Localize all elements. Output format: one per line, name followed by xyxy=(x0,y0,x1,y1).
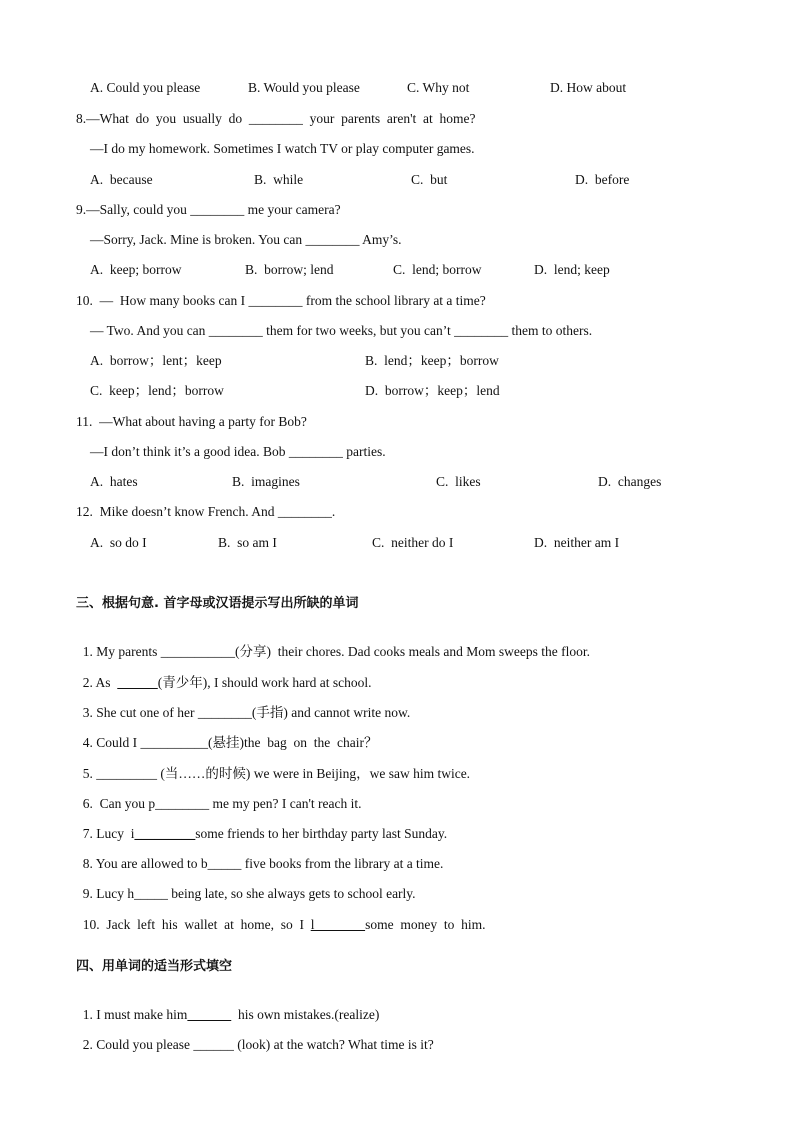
q11-option-c: C. likes xyxy=(436,474,481,489)
q8-reply: —I do my homework. Sometimes I watch TV or play computer games. xyxy=(90,141,475,156)
q8-stem: 8.—What do you usually do ________ your parents aren't at home? xyxy=(76,111,476,126)
q8-option-b: B. while xyxy=(254,172,304,187)
q11-reply: —I don’t think it’s a good idea. Bob ________ parties. xyxy=(90,444,386,459)
item-text-post: some friends to her birthday party last Sunday. xyxy=(195,826,448,841)
q7-option-c: C. Why not xyxy=(407,80,470,95)
q9-stem: 9.—Sally, could you ________ me your camera? xyxy=(76,202,341,217)
section3-title: 三、根据句意. 首字母或汉语提示写出所缺的单词 xyxy=(76,596,359,611)
answer-blank[interactable]: _________ xyxy=(134,826,196,841)
q7-option-d: D. How about xyxy=(550,80,627,95)
q7-option-b: B. Would you please xyxy=(248,80,360,95)
item-text-pre: 7. Lucy i xyxy=(82,826,135,841)
q12-option-a: A. so do I xyxy=(90,535,147,550)
item-text-post: some money to him. xyxy=(365,917,486,932)
item-text: 2. Could you please ______ (look) at the watch? What time is it? xyxy=(82,1037,434,1052)
q8-option-d: D. before xyxy=(575,172,630,187)
q9-option-a: A. keep; borrow xyxy=(90,262,182,277)
q11-stem: 11. —What about having a party for Bob? xyxy=(76,414,307,429)
q12-option-b: B. so am I xyxy=(218,535,277,550)
q11-option-a: A. hates xyxy=(90,474,138,489)
item-text: 6. Can you p________ me my pen? I can't reach it. xyxy=(82,796,362,811)
section3-item-10 xyxy=(76,898,485,934)
item-text: 9. Lucy h_____ being late, so she always gets to school early. xyxy=(82,886,416,901)
q11-option-b: B. imagines xyxy=(232,474,300,489)
answer-blank[interactable]: l xyxy=(310,917,366,932)
item-text: 1. My parents ___________(分享) their chores. Dad cooks meals and Mom sweeps the floor. xyxy=(82,644,591,659)
q10-reply: — Two. And you can ________ them for two weeks, but you can’t ________ them to others. xyxy=(90,323,593,338)
item-text-pre: 2. As xyxy=(82,675,118,690)
q9-option-c: C. lend; borrow xyxy=(393,262,482,277)
item-text-post: (青少年), I should work hard at school. xyxy=(157,675,372,690)
q10-option-a: A. borrow；lent；keep xyxy=(90,353,222,368)
q12-option-d: D. neither am I xyxy=(534,535,620,550)
item-text: 8. You are allowed to b_____ five books from the library at a time. xyxy=(82,856,444,871)
q12-stem: 12. Mike doesn’t know French. And ________. xyxy=(76,504,336,519)
q8-option-c: C. but xyxy=(411,172,448,187)
item-text: 4. Could I __________(悬挂)the bag on the chair？ xyxy=(82,735,378,750)
q8-option-a: A. because xyxy=(90,172,153,187)
section4-title: 四、用单词的适当形式填空 xyxy=(76,959,233,974)
section4-item-2 xyxy=(76,1018,434,1054)
item-text-pre: 10. Jack left his wallet at home, so I xyxy=(82,917,311,932)
item-text-post: his own mistakes.(realize) xyxy=(231,1007,380,1022)
item-text: 3. She cut one of her ________(手指) and cannot write now. xyxy=(82,705,411,720)
q10-option-d: D. borrow；keep；lend xyxy=(365,383,500,398)
q7-option-a: A. Could you please xyxy=(90,80,201,95)
q10-option-c: C. keep；lend；borrow xyxy=(90,383,224,398)
q11-option-d: D. changes xyxy=(598,474,662,489)
q9-option-d: D. lend; keep xyxy=(534,262,610,277)
item-text: 5. _________ (当……的时候) we were in Beijing，we saw him twice. xyxy=(82,766,471,781)
q10-option-b: B. lend；keep；borrow xyxy=(365,353,499,368)
q9-reply: —Sorry, Jack. Mine is broken. You can ________ Amy’s. xyxy=(90,232,402,247)
q10-stem: 10. — How many books can I ________ from the school library at a time? xyxy=(76,293,486,308)
q12-option-c: C. neither do I xyxy=(372,535,454,550)
q9-option-b: B. borrow; lend xyxy=(245,262,334,277)
item-text-pre: 1. I must make him xyxy=(82,1007,188,1022)
